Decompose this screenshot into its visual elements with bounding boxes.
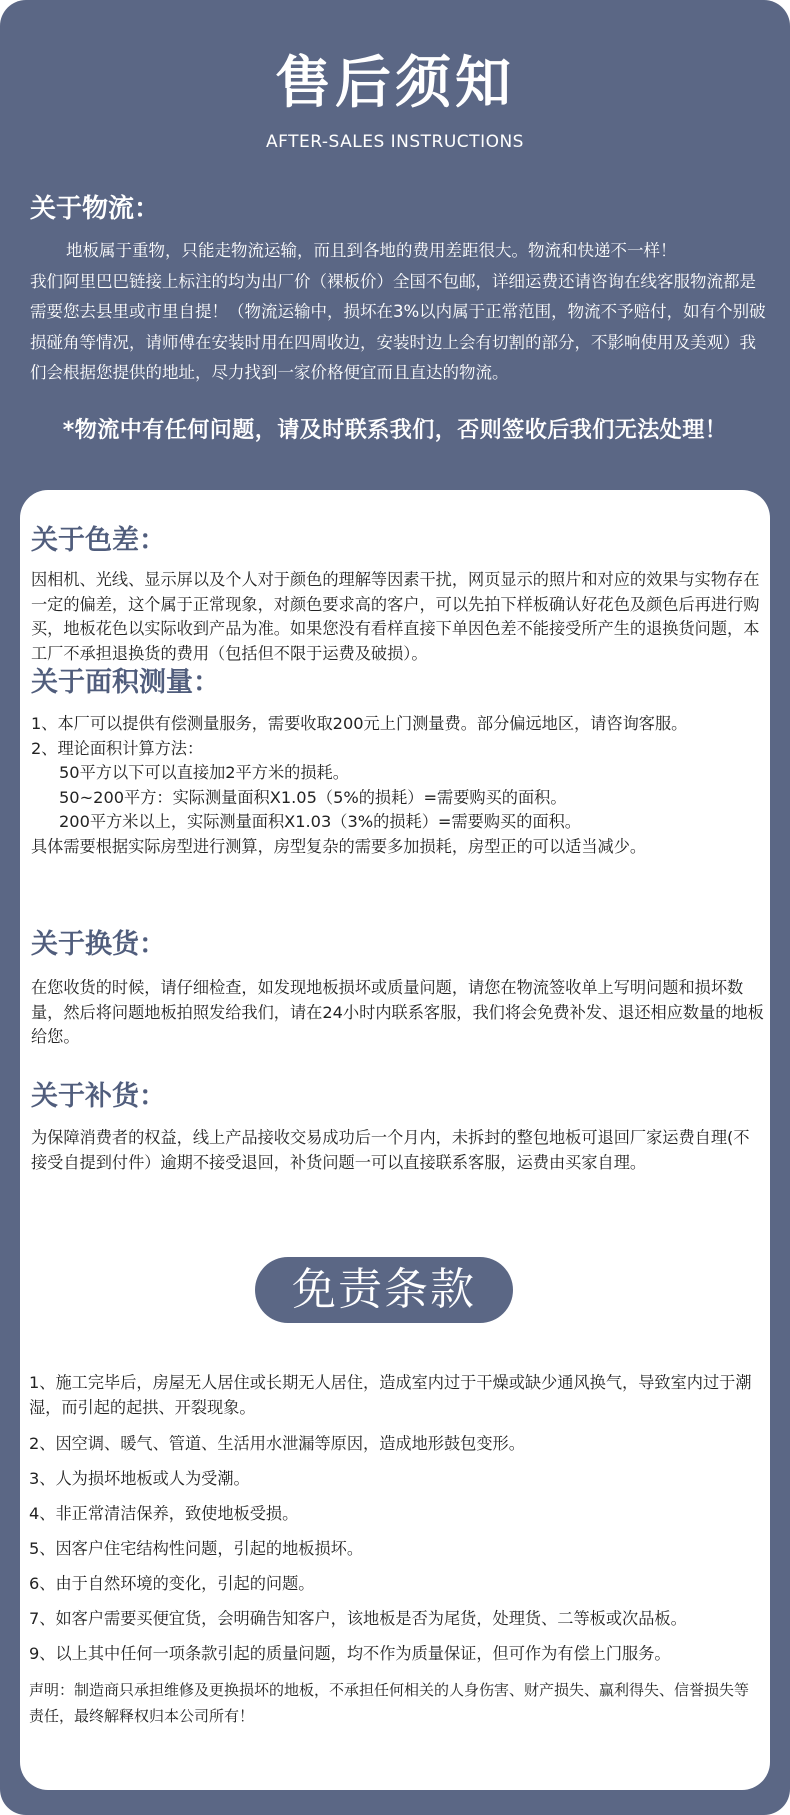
disclaimer-clause: 6、由于自然环境的变化，引起的问题。	[29, 1574, 315, 1593]
content-card	[20, 490, 770, 1790]
disclaimer-clause: 9、以上其中任何一项条款引起的质量问题，均不作为质量保证，但可作为有偿上门服务。	[29, 1644, 671, 1663]
restock-heading: 关于补货：	[31, 1081, 166, 1112]
area-heading: 关于面积测量：	[31, 667, 220, 698]
logistics-warning: *物流中有任何问题，请及时联系我们，否则签收后我们无法处理！	[62, 418, 728, 443]
area-line: 具体需要根据实际房型进行测算，房型复杂的需要多加损耗，房型正的可以适当减少。	[31, 836, 647, 856]
area-line: 2、理论面积计算方法：	[31, 738, 204, 758]
disclaimer-clause: 7、如客户需要买便宜货，会明确告知客户，该地板是否为尾货，处理货、二等板或次品板。	[29, 1609, 687, 1628]
page-title: 售后须知	[275, 51, 515, 116]
disclaimer-clause: 5、因客户住宅结构性问题，引起的地板损坏。	[29, 1539, 364, 1558]
area-line: 1、本厂可以提供有偿测量服务，需要收取200元上门测量费。部分偏远地区，请咨询客服。	[31, 714, 688, 733]
logistics-paragraph: 地板属于重物，只能走物流运输，而且到各地的费用差距很大。物流和快递不一样！	[66, 241, 677, 260]
disclaimer-clause: 1、施工完毕后，房屋无人居住或长期无人居住，造成室内过于干燥或缺少通风换气，导致室内过于潮湿，而引起的起拱、开裂现象。	[29, 1373, 752, 1417]
disclaimer-statement: 声明：制造商只承担维修及更换损坏的地板，不承担任何相关的人身伤害、财产损失、赢利得失、信誉损失等责任，最终解释权归本公司所有！	[29, 1681, 750, 1725]
restock-body: 为保障消费者的权益，线上产品接收交易成功后一个月内，未拆封的整包地板可退回厂家运费自理(不接受自提到付件）逾期不接受退回，补货问题一可以直接联系客服，运费由买家自理。	[31, 1128, 750, 1172]
disclaimer-clause: 2、因空调、暖气、管道、生活用水泄漏等原因，造成地形鼓包变形。	[29, 1434, 525, 1453]
area-line: 50~200平方：实际测量面积X1.05（5%的损耗）=需要购买的面积。	[59, 787, 567, 807]
area-line: 200平方米以上，实际测量面积X1.03（3%的损耗）=需要购买的面积。	[59, 812, 581, 831]
exchange-body: 在您收货的时候，请仔细检查，如发现地板损坏或质量问题，请您在物流签收单上写明问题和损坏数量，然后将问题地板拍照发给我们，请在24小时内联系客服，我们将会免费补发、退还相应数量的地板给您。	[31, 978, 764, 1046]
color-diff-heading: 关于色差：	[31, 525, 166, 556]
logistics-paragraph: 我们阿里巴巴链接上标注的均为出厂价（裸板价）全国不包邮，详细运费还请咨询在线客服物流都是需要您去县里或市里自提！（物流运输中，损坏在3%以内属于正常范围，物流不予赔付，如有个别破损碰角等情况，请师傅在安装时用在四周收边，安装时边上会有切割的部分，不影响使用及美观）我们会根据您提供的地址，尽力找到一家价格便宜而且直达的物流。	[30, 271, 766, 382]
area-line: 50平方以下可以直接加2平方米的损耗。	[59, 763, 349, 782]
logistics-heading: 关于物流：	[30, 194, 161, 224]
disclaimer-title: 免责条款	[255, 1257, 513, 1323]
disclaimer-clause: 4、非正常清洁保养，致使地板受损。	[29, 1504, 299, 1523]
disclaimer-clause: 3、人为损坏地板或人为受潮。	[29, 1469, 250, 1488]
exchange-heading: 关于换货：	[31, 929, 166, 960]
logistics-body	[30, 236, 766, 389]
area-body	[31, 712, 765, 859]
color-diff-body: 因相机、光线、显示屏以及个人对于颜色的理解等因素干扰，网页显示的照片和对应的效果与实物存在一定的偏差，这个属于正常现象，对颜色要求高的客户，可以先拍下样板确认好花色及颜色后再进行购买，地板花色以实际收到产品为准。如果您没有看样直接下单因色差不能接受所产生的退换货问题，本工厂不承担退换货的费用（包括但不限于运费及破损）。	[31, 570, 760, 663]
page-subtitle: AFTER-SALES INSTRUCTIONS	[266, 132, 524, 152]
